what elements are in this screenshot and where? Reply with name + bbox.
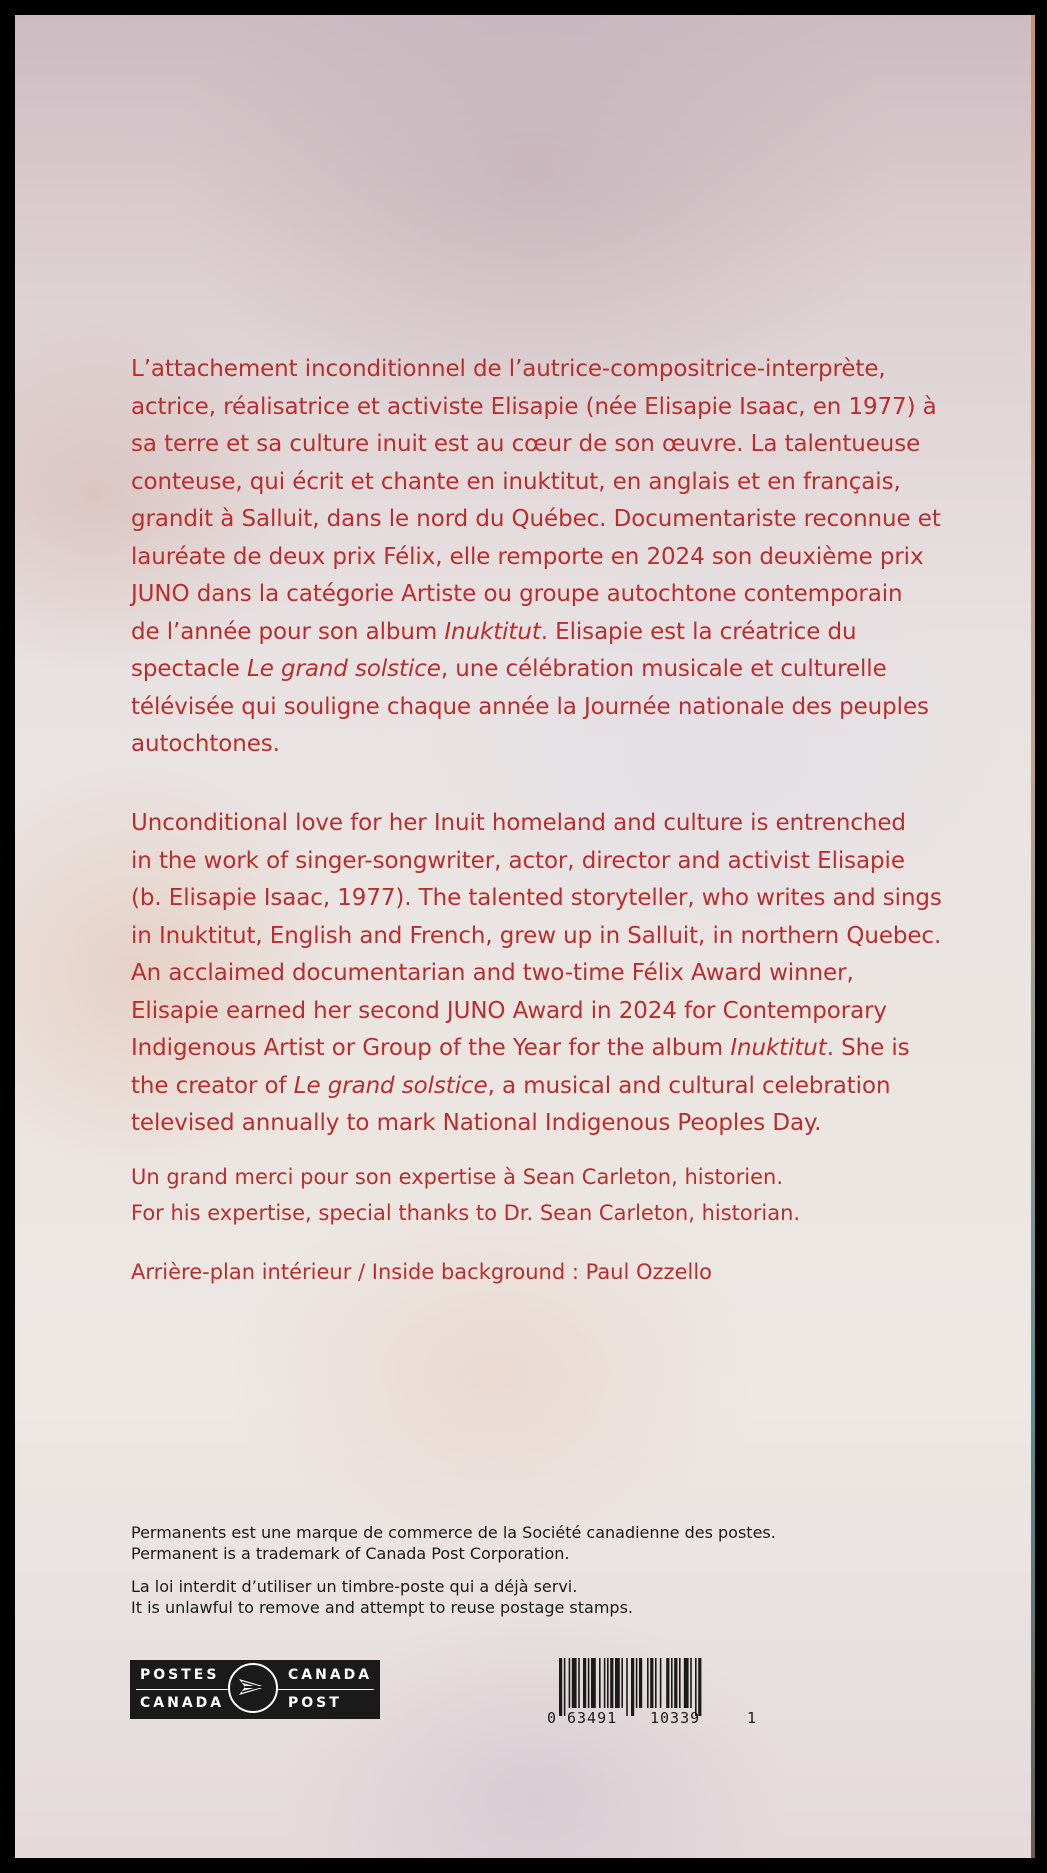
logo-word-canada-left: CANADA xyxy=(140,1695,225,1711)
french-paragraph-text: de l’année pour son album xyxy=(131,618,445,645)
barcode-bar xyxy=(564,1658,566,1716)
english-paragraph-line xyxy=(131,1068,951,1106)
barcode-bar xyxy=(679,1658,681,1708)
english-paragraph-text: . She is xyxy=(826,1035,910,1061)
french-paragraph xyxy=(131,351,951,764)
english-paragraph-text: (b. Elisapie Isaac, 1977). The talented storyteller, who writes and sings xyxy=(131,885,942,911)
barcode-bar xyxy=(690,1658,692,1708)
english-paragraph-text: Elisapie earned her second JUNO Award in 2024 for Contemporary xyxy=(131,997,887,1024)
barcode-bar xyxy=(578,1658,580,1708)
french-paragraph-italic-title: Le grand solstice xyxy=(247,656,441,682)
english-paragraph-text: in Inuktitut, English and French, grew up in Salluit, in northern Quebec. xyxy=(131,922,942,949)
barcode-bar xyxy=(684,1658,689,1708)
barcode-first-digit: 0 xyxy=(547,1709,557,1727)
french-paragraph-text: . Elisapie est la créatrice du xyxy=(540,618,857,645)
card-edge-strip xyxy=(1031,15,1035,1858)
canada-post-eagle-icon xyxy=(228,1663,278,1713)
barcode-bar xyxy=(607,1658,609,1708)
french-paragraph-line xyxy=(131,389,951,427)
barcode-bar xyxy=(583,1658,586,1708)
logo-word-postes: POSTES xyxy=(140,1667,220,1683)
canada-post-logo xyxy=(130,1660,380,1719)
english-paragraph-text: Unconditional love for her Inuit homeland and culture is entrenched xyxy=(131,810,906,836)
english-paragraph-line xyxy=(131,805,951,843)
english-paragraph-line xyxy=(131,1105,951,1143)
barcode-bar xyxy=(666,1658,669,1708)
barcode-bar xyxy=(695,1658,697,1716)
english-paragraph-text: An acclaimed documentarian and two-time Félix Award winner, xyxy=(131,960,854,986)
english-paragraph-line xyxy=(131,880,951,918)
barcode-check-digit: 1 xyxy=(747,1709,757,1727)
barcode-bar xyxy=(626,1658,628,1716)
barcode-bar xyxy=(588,1658,590,1708)
french-paragraph-text: autochtones. xyxy=(131,731,280,757)
trademark-english: Permanent is a trademark of Canada Post Corporation. xyxy=(131,1544,570,1563)
french-paragraph-text: L’attachement inconditionnel de l’autrice-compositrice-interprète, xyxy=(131,356,886,382)
english-paragraph-text: televised annually to mark National Indigenous Peoples Day. xyxy=(131,1110,822,1136)
thanks-english: For his expertise, special thanks to Dr. Sean Carleton, historian. xyxy=(131,1201,801,1225)
legal-french: La loi interdit d’utiliser un timbre-poste qui a déjà servi. xyxy=(131,1577,578,1596)
french-paragraph-text: grandit à Salluit, dans le nord du Québec. Documentariste reconnue et xyxy=(131,506,941,532)
french-paragraph-text: télévisée qui souligne chaque année la Journée nationale des peuples xyxy=(131,693,929,720)
english-paragraph-text: , a musical and cultural celebration xyxy=(487,1072,891,1099)
french-paragraph-line xyxy=(131,501,951,539)
french-paragraph-line xyxy=(131,651,951,689)
barcode-bar xyxy=(591,1658,596,1708)
barcode-bar xyxy=(569,1658,571,1708)
barcode-bar xyxy=(660,1658,662,1708)
english-paragraph xyxy=(131,805,951,1143)
barcode-bar xyxy=(647,1658,649,1708)
french-paragraph-line xyxy=(131,464,951,502)
barcode-left-group: 63491 xyxy=(567,1709,618,1727)
french-paragraph-text: JUNO dans la catégorie Artiste ou groupe autochtone contemporain xyxy=(131,581,903,607)
french-paragraph-line xyxy=(131,426,951,464)
french-paragraph-text: conteuse, qui écrit et chante en inuktitut, en anglais et en français, xyxy=(131,468,901,495)
english-paragraph-line xyxy=(131,1030,951,1068)
english-paragraph-line xyxy=(131,843,951,881)
barcode-bar xyxy=(610,1658,613,1708)
english-paragraph-line xyxy=(131,955,951,993)
barcode-bar xyxy=(636,1658,638,1708)
french-paragraph-line xyxy=(131,576,951,614)
english-paragraph-line xyxy=(131,918,951,956)
thanks-french: Un grand merci pour son expertise à Sean Carleton, historien. xyxy=(131,1165,783,1189)
barcode-bar xyxy=(604,1658,606,1708)
trademark-french: Permanents est une marque de commerce de la Société canadienne des postes. xyxy=(131,1523,776,1542)
french-paragraph-text: lauréate de deux prix Félix, elle remporte en 2024 son deuxième prix xyxy=(131,543,924,570)
upc-barcode xyxy=(545,1658,765,1728)
french-paragraph-line xyxy=(131,726,951,764)
barcode-bar xyxy=(599,1658,601,1708)
barcode-bar xyxy=(639,1658,642,1708)
french-paragraph-italic-title: Inuktitut xyxy=(444,618,541,645)
english-paragraph-text: Indigenous Artist or Group of the Year for the album xyxy=(131,1035,731,1061)
barcode-bar xyxy=(671,1658,673,1708)
barcode-bar xyxy=(655,1658,657,1708)
logo-word-post: POST xyxy=(288,1695,342,1711)
french-paragraph-line xyxy=(131,351,951,389)
logo-word-canada-right: CANADA xyxy=(288,1667,373,1683)
barcode-bar xyxy=(698,1658,701,1716)
booklet-back-cover xyxy=(15,15,1031,1858)
english-paragraph-italic-title: Inuktitut xyxy=(730,1035,827,1061)
english-paragraph-italic-title: Le grand solstice xyxy=(293,1072,488,1099)
french-paragraph-text: spectacle xyxy=(131,656,247,682)
barcode-bar xyxy=(650,1658,653,1708)
background-credit: Arrière-plan intérieur / Inside background : Paul Ozzello xyxy=(131,1260,713,1284)
barcode-bar xyxy=(572,1658,577,1708)
french-paragraph-text: sa terre et sa culture inuit est au cœur de son œuvre. La talentueuse xyxy=(131,431,921,457)
french-paragraph-line xyxy=(131,539,951,577)
barcode-bar xyxy=(631,1658,634,1716)
english-paragraph-text: in the work of singer-songwriter, actor, director and activist Elisapie xyxy=(131,847,905,874)
french-paragraph-line xyxy=(131,689,951,727)
legal-english: It is unlawful to remove and attempt to reuse postage stamps. xyxy=(131,1598,633,1617)
barcode-right-group: 10339 xyxy=(650,1709,701,1727)
english-paragraph-text: the creator of xyxy=(131,1072,294,1099)
french-paragraph-text: , une célébration musicale et culturelle xyxy=(440,656,887,682)
barcode-bar xyxy=(615,1658,620,1708)
french-paragraph-line xyxy=(131,614,951,652)
barcode-bar xyxy=(674,1658,677,1708)
english-paragraph-line xyxy=(131,993,951,1031)
french-paragraph-text: actrice, réalisatrice et activiste Elisapie (née Elisapie Isaac, en 1977) à xyxy=(131,393,937,420)
barcode-bar xyxy=(621,1658,623,1708)
barcode-bar xyxy=(559,1658,562,1716)
